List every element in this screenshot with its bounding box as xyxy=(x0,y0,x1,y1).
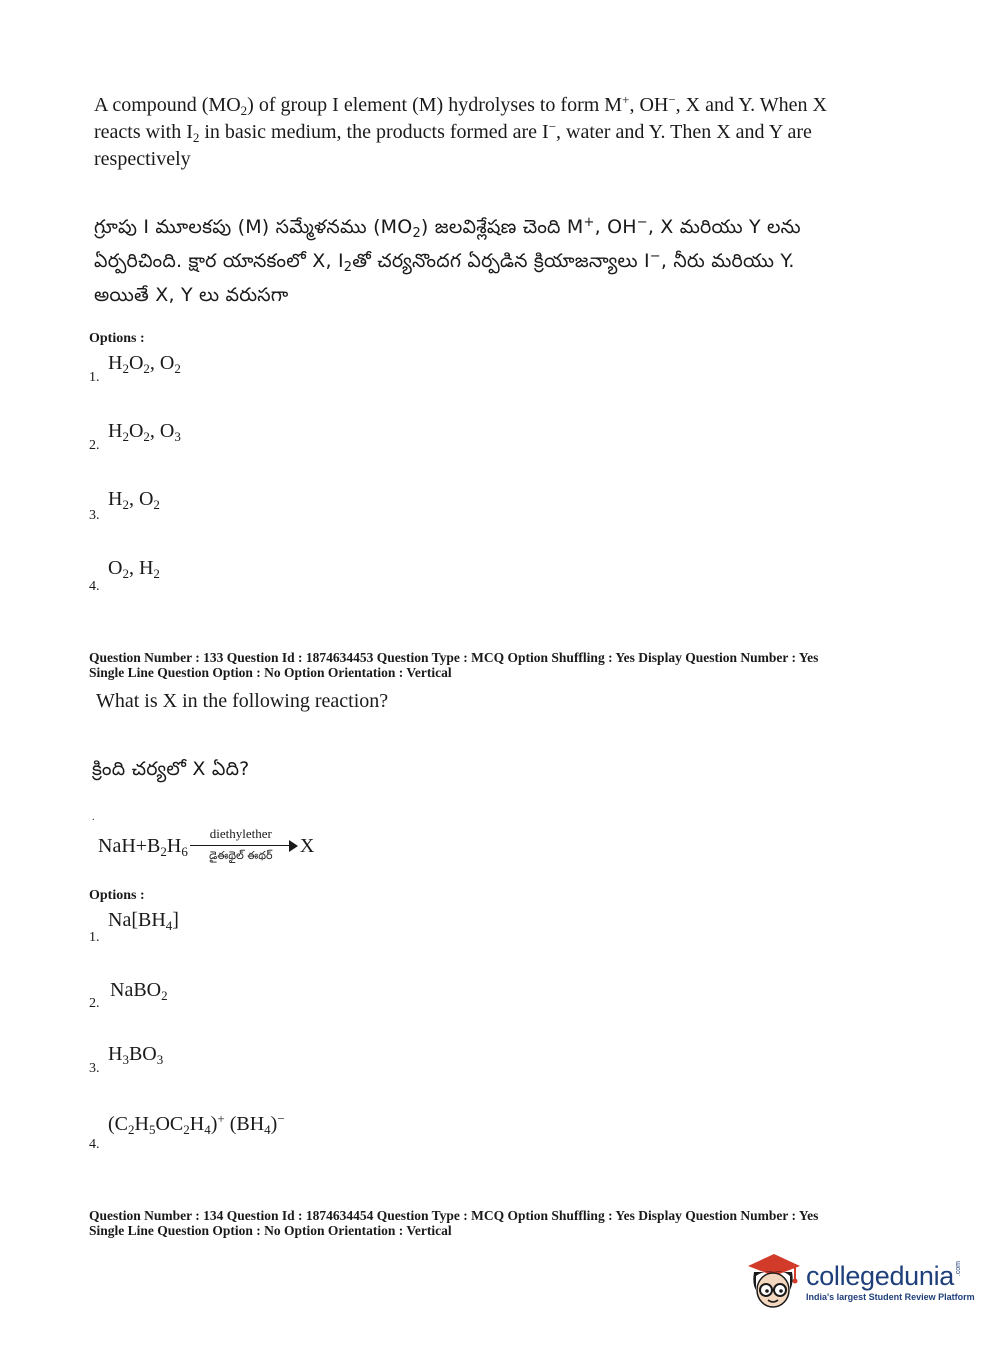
option-number: 1. xyxy=(89,930,100,945)
option-number: 4. xyxy=(89,579,100,594)
logo-name: collegedunia xyxy=(806,1260,955,1291)
option-number: 2. xyxy=(89,438,100,453)
question-132-english: A compound $(MO_2)$ of group I element (M) hydrolyses to form M+, OH−, X and Y. When X reacts with $I_2$ in basic medium, the products formed are I−, water and Y. Then X and Y are respectively xyxy=(94,92,827,170)
option-value: $H_2$, $O_2$ xyxy=(108,488,160,512)
mascot-icon xyxy=(744,1250,802,1312)
option-value: $O_2$, $H_2$ xyxy=(108,557,160,581)
option-value: NaBO$_2$ xyxy=(110,979,168,1003)
arrow-condition-telugu: డైఈథైల్ ఈథర్ xyxy=(209,849,273,862)
option-number: 4. xyxy=(89,1137,100,1152)
logo-tagline: India's largest Student Review Platform xyxy=(806,1291,975,1302)
question-133-telugu: క్రింది చర్యలో X ఏది? xyxy=(92,758,250,780)
reaction-product: X xyxy=(299,834,315,857)
option-number: 2. xyxy=(89,996,100,1011)
option-number: 3. xyxy=(89,1061,100,1076)
options-label: Options : xyxy=(89,888,145,903)
telugu-line-2: ఏర్పరిచింది. క్షార యానకంలో X, $I_2తో$ చర్యనొందగ ఏర్పడిన క్రియాజన్యాలు I−, నీరు మరియు Y. xyxy=(94,249,795,275)
question-133-meta: Question Number : 133 Question Id : 1874634453 Question Type : MCQ Option Shuffling : Yes Display Question Number : Yes Single Line Question Option : No Option Orientation : Vertical xyxy=(89,650,819,680)
stray-dot: . xyxy=(92,812,95,823)
question-132-telugu xyxy=(94,210,874,312)
telugu-line-3: అయితే X, Y లు వరుసగా xyxy=(94,284,289,306)
arrow-condition-english: diethylether xyxy=(209,826,272,841)
logo-com: .com xyxy=(955,1260,963,1276)
question-133-english: What is X in the following reaction? xyxy=(96,690,389,712)
reaction-equation xyxy=(98,826,314,866)
option-value: $H_2O_2$, $O_3$ xyxy=(108,420,181,444)
option-value: $(C_2H_5OC_2H_4)^+$ $(BH_4)^-$ xyxy=(108,1111,285,1137)
option-value: $H_2O_2$, $O_2$ xyxy=(108,352,181,376)
option-number: 1. xyxy=(89,370,100,385)
option-value: $Na[BH_4]$ xyxy=(108,909,179,933)
options-label: Options : xyxy=(89,331,145,346)
collegedunia-logo xyxy=(744,1250,975,1312)
reaction-reactants: $NaH+B_2H_6$ xyxy=(98,834,188,859)
telugu-line-1: గ్రూపు I మూలకపు (M) సమ్మేళనము $(MO_2)$ జలవిశ్లేషణ చెంది M+, OH−, X మరియు Y లను xyxy=(94,215,801,241)
option-number: 3. xyxy=(89,508,100,523)
option-value: $H_3BO_3$ xyxy=(108,1043,164,1067)
logo-text xyxy=(806,1261,975,1302)
reaction-arrow-icon xyxy=(190,826,298,866)
question-134-meta: Question Number : 134 Question Id : 1874634454 Question Type : MCQ Option Shuffling : Yes Display Question Number : Yes Single Line Question Option : No Option Orientation : Vertical xyxy=(89,1208,819,1238)
